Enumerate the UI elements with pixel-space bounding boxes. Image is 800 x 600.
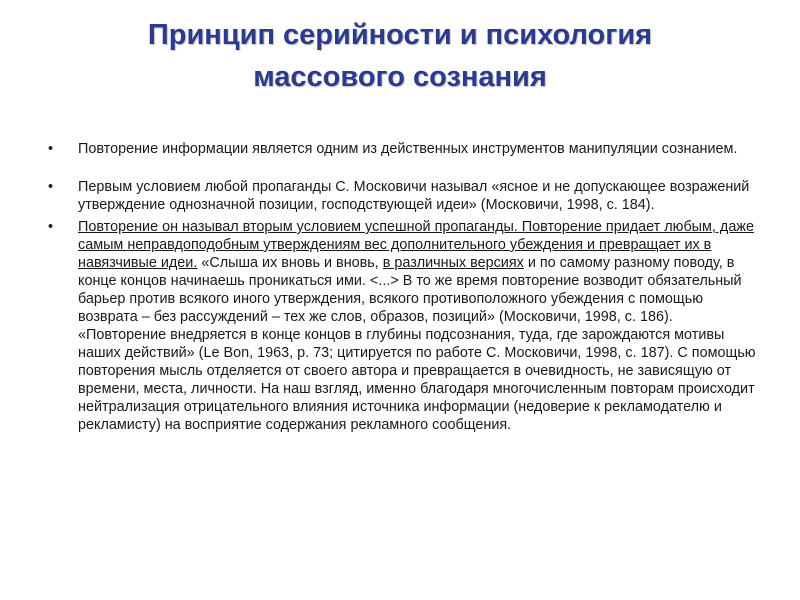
slide-title-line-2: массового сознания [253,61,547,93]
bullet-list [48,140,758,434]
slide-title [40,14,760,98]
bullet-marker: • [48,141,54,157]
bullet-text-1: Повторение информации является одним из действенных инструментов манипуляции сознанием. [78,141,738,157]
bullet-item-2 [48,178,758,214]
bullet-marker: • [48,219,54,235]
bullet-3-underlined-passage: Повторение он называл вторым условием успешной пропаганды. Повторение придает любым, даже самым неправдоподобным утверждениям вес дополнительного убеждения и превращает их в навязчивые идеи. [78,219,754,271]
slide-title-line-1: Принцип серийности и психология [147,19,653,51]
bullet-item-3 [48,218,758,434]
bullet-3-underlined-phrase: в различных версиях [382,255,524,271]
bullet-marker: • [48,179,54,195]
bullet-3-text-part-1: «Слыша их вновь и вновь, [197,255,383,271]
bullet-text-2: Первым условием любой пропаганды С. Московичи называл «ясное и не допускающее возражений утверждение однозначной позиции, господствующей идеи» (Московичи, 1998, с. 184). [78,179,750,213]
bullet-item-1 [48,140,758,158]
bullet-3-text-part-2: и по самому разному поводу, в конце концов начинаешь проникаться ими. <...> В то же время повторение возводит обязательный барьер против всякого иного утверждения, всякого противоположного убеждения с помощью возврата – без рассуждений – тех же слов, образов, позиций» (Московичи, 1998, с. 186). «Повторение внедряется в конце концов в глубины подсознания, туда, где зарождаются мотивы наших действий» (Le Bon, 1963, p. 73; цитируется по работе С. Московичи, 1998, с. 187). С помощью повторения мысль отделяется от своего автора и превращается в очевидность, не зависящую от времени, места, личности. На наш взгляд, именно благодаря многочисленным повторам происходит нейтрализация отрицательного влияния источника информации (недоверие к рекламодателю и рекламисту) на восприятие содержания рекламного сообщения. [78,255,756,433]
